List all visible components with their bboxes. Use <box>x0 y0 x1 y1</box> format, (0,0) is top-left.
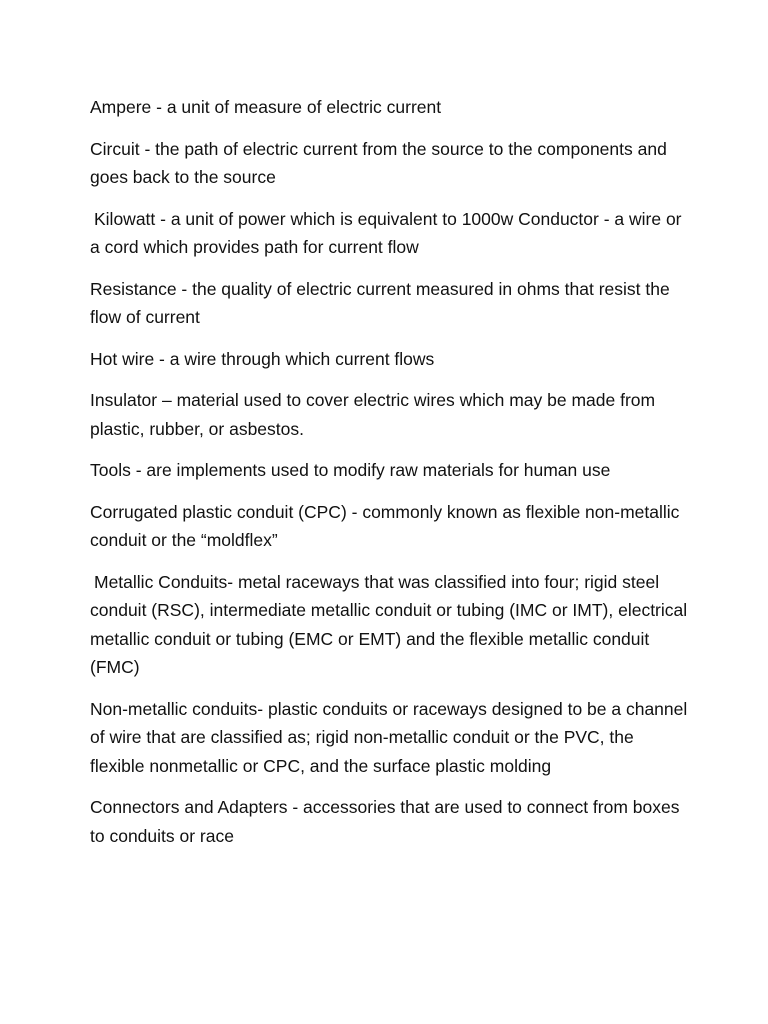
paragraph-resistance: Resistance - the quality of electric current measured in ohms that resist the flow of current <box>90 278 670 327</box>
paragraph-ampere: Ampere - a unit of measure of electric current <box>90 97 442 117</box>
paragraph-insulator: Insulator – material used to cover electric wires which may be made from plastic, rubber, or asbestos. <box>90 390 656 439</box>
paragraph-connectors-adapters: Connectors and Adapters - accessories that are used to connect from boxes to conduits or race <box>90 797 680 846</box>
paragraph-hot-wire: Hot wire - a wire through which current flows <box>90 348 435 369</box>
paragraph-metallic-conduits: Metallic Conduits- metal raceways that was classified into four; rigid steel conduit (RSC), intermediate metallic conduit or tubing (IMC or IMT), electrical metallic conduit or tubing (EMC or EMT) and the flexible metallic conduit (FMC) <box>90 571 688 677</box>
paragraph-kilowatt: Kilowatt - a unit of power which is equivalent to 1000w Conductor - a wire or a cord which provides path for current flow <box>90 208 682 257</box>
paragraph-non-metallic-conduits: Non-metallic conduits- plastic conduits or raceways designed to be a channel of wire that are classified as; rigid non-metallic conduit or the PVC, the flexible nonmetallic or CPC, and the surface plastic molding <box>90 698 688 776</box>
paragraph-cpc: Corrugated plastic conduit (CPC) - commonly known as flexible non-metallic conduit or the “moldflex” <box>90 501 680 550</box>
paragraph-circuit: Circuit - the path of electric current from the source to the components and goes back to the source <box>90 138 667 187</box>
document-body <box>90 93 690 863</box>
paragraph-tools: Tools - are implements used to modify raw materials for human use <box>90 460 611 480</box>
